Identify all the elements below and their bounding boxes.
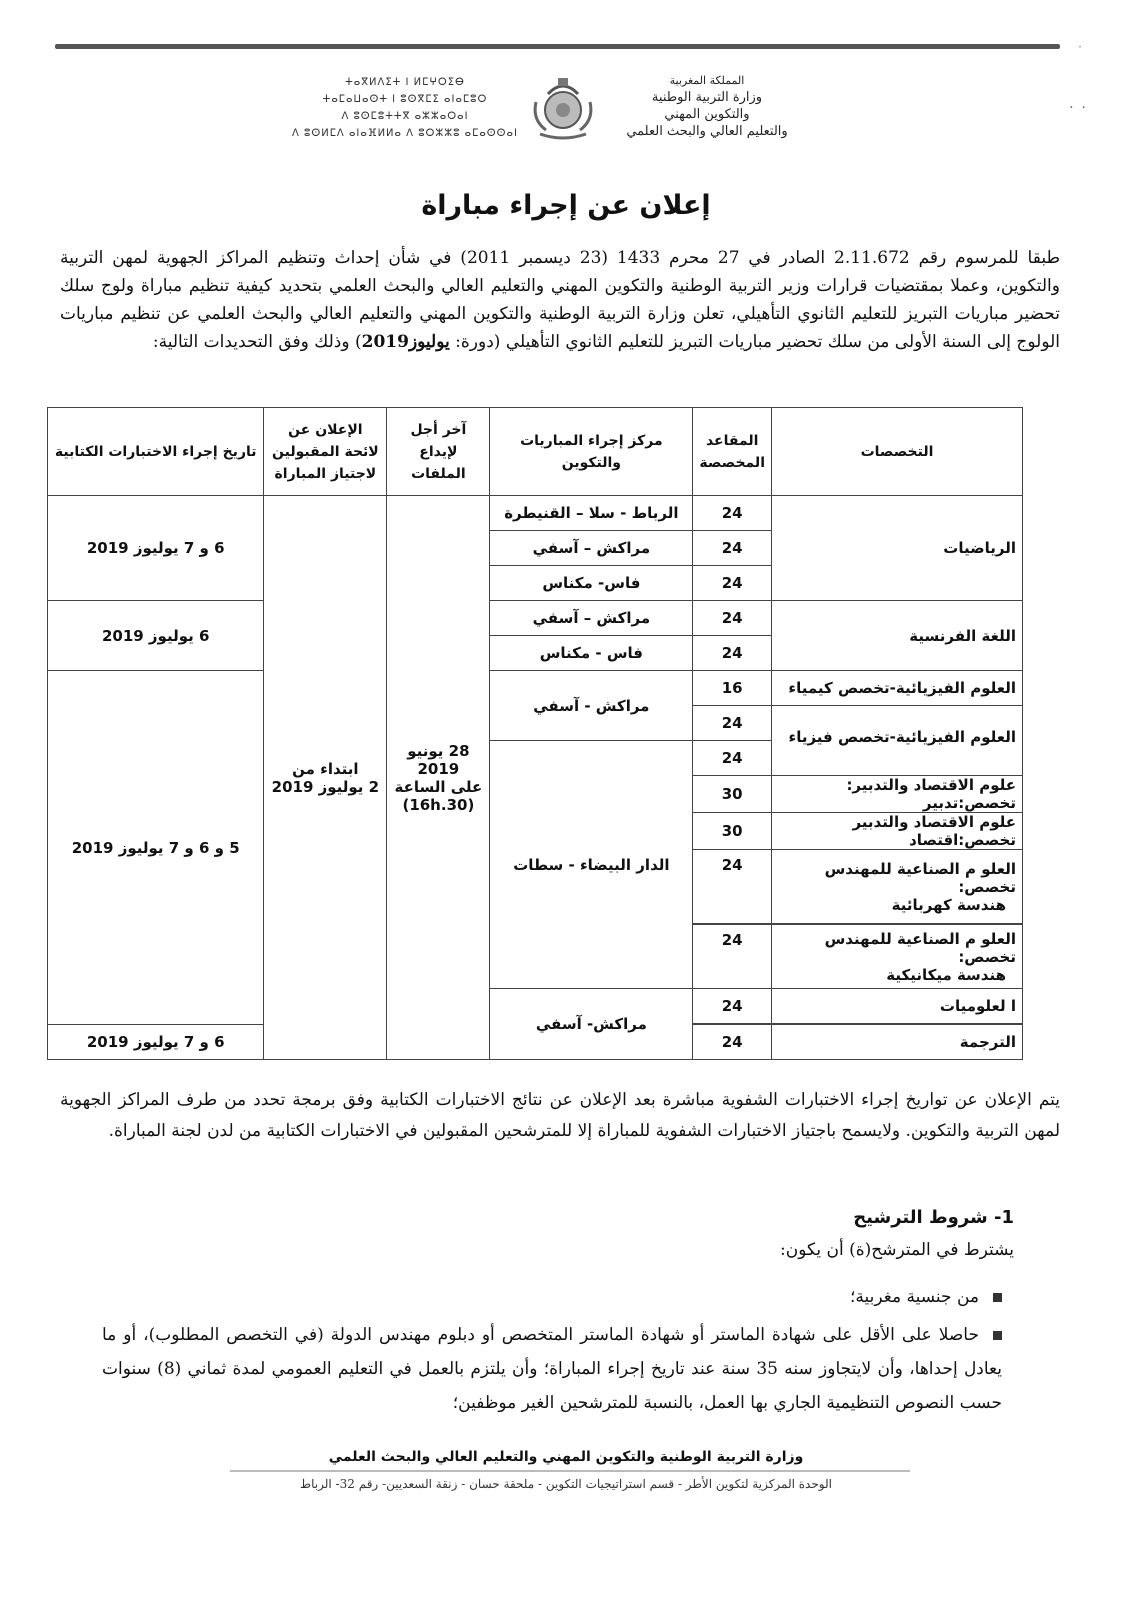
center-cell: فاس- مكناس: [490, 566, 693, 601]
center-cell: مراكش – آسفي: [490, 601, 693, 636]
scan-dots: ··: [1069, 100, 1094, 116]
col-list: الإعلان عن لائحة المقبولين لاجتياز المباراة: [264, 408, 387, 496]
specialty-cell: العلوم الفيزيائية-تخصص فيزياء: [772, 706, 1023, 776]
deadline-line: 28 يونيو: [407, 741, 470, 760]
col-center: مركز إجراء المباريات والتكوين: [490, 408, 693, 496]
letterhead-tifinagh: [285, 74, 525, 142]
deadline-line: على الساعة: [394, 777, 483, 796]
deadline-line: (16h.30): [402, 795, 475, 814]
footer-rule: [230, 1470, 910, 1472]
condition-item: [102, 1280, 1002, 1314]
center-cell: الرباط - سلا – القنيطرة: [490, 496, 693, 531]
seats-cell: 24: [693, 1025, 772, 1060]
seats-cell: 30: [693, 813, 772, 850]
seats-cell: 24: [693, 925, 772, 989]
section-title: 1- شروط الترشيح: [853, 1207, 1014, 1228]
seats-cell: 24: [693, 850, 772, 924]
deadline-line: 2019: [417, 759, 460, 778]
intro-session: يوليوز2019: [361, 332, 450, 352]
specialty-cell: الرياضيات: [772, 496, 1023, 601]
tz-line: ⵜⴰⴳⵍⴷⵉⵜ ⵏ ⵍⵎⵖⵔⵉⴱ: [345, 77, 465, 88]
intro-tail: ) وذلك وفق التحديدات التالية:: [152, 332, 362, 352]
seats-cell: 16: [693, 671, 772, 706]
specialty-cell: علوم الاقتصاد والتدبير: تخصص:تدبير: [772, 776, 1023, 813]
specialty-line: هندسة ميكانيكية: [886, 965, 1006, 984]
condition-text: من جنسية مغربية؛: [850, 1287, 979, 1307]
tz-line: ⴷ ⵓⵙⵎⵓⵜⵜⴳ ⴰⵣⵣⴰⵔⴰⵏ: [341, 111, 469, 122]
scan-marks: ·: [1078, 40, 1082, 54]
bullet-square-icon: [993, 1331, 1002, 1340]
seats-cell: 24: [693, 989, 772, 1024]
tz-line: ⵜⴰⵎⴰⵡⴰⵙⵜ ⵏ ⵓⵙⴳⵎⵉ ⴰⵏⴰⵎⵓⵔ: [322, 94, 488, 105]
letterhead-arabic: [587, 72, 827, 140]
col-specialties: التخصصات: [772, 408, 1023, 496]
col-exam-date: تاريخ إجراء الاختبارات الكتابية: [48, 408, 264, 496]
seats-cell: 24: [693, 531, 772, 566]
seats-cell: 24: [693, 496, 772, 531]
center-cell: الدار البيضاء - سطات: [490, 741, 693, 989]
footer-ministry: وزارة التربية الوطنية والتكوين المهني والتعليم العالي والبحث العلمي: [328, 1449, 804, 1465]
letterhead: [0, 72, 1132, 162]
specialty-cell: العلوم الفيزيائية-تخصص كيمياء: [772, 671, 1023, 706]
condition-text: حاصلا على الأقل على شهادة الماستر أو شهادة الماستر المتخصص أو دبلوم مهندس الدولة (في التخصص المطلوب)، أو ما يعادل إحداها، وأن لايتجاوز سنه 35 سنة عند تاريخ إجراء المباراة؛ وأن يلتزم بالعمل في التعليم العمومي لمدة ثماني (8) سنوات حسب النصوص التنظيمية الجاري بها العمل، بالنسبة للمترشحين الغير موظفين؛: [102, 1325, 1002, 1413]
col-deadline: آخر أجل لإيداع الملفات: [387, 408, 490, 496]
bullet-square-icon: [993, 1293, 1002, 1302]
center-cell: مراكش - آسفي: [490, 671, 693, 741]
seats-cell: 24: [693, 636, 772, 671]
seats-cell: 24: [693, 601, 772, 636]
ar-line: وزارة التربية الوطنية: [651, 90, 763, 105]
conditions-intro: يشترط في المترشح(ة) أن يكون:: [780, 1240, 1014, 1260]
page-title: إعلان عن إجراء مباراة: [421, 190, 711, 221]
ar-line: المملكة المغربية: [669, 74, 745, 87]
specialty-line: العلو م الصناعية للمهندس تخصص:: [824, 929, 1016, 966]
exam-date-cell: 5 و 6 و 7 يوليوز 2019: [48, 671, 264, 1025]
exam-date-cell: 6 و 7 يوليوز 2019: [48, 496, 264, 601]
seats-cell: 24: [693, 741, 772, 776]
deadline-cell: [387, 496, 490, 1060]
specialty-cell: اللغة الفرنسية: [772, 601, 1023, 671]
oral-exam-paragraph: يتم الإعلان عن تواريخ إجراء الاختبارات الشفوية مباشرة بعد الإعلان عن نتائج الاختبارات الكتابية وفق برمجة تحدد من طرف المراكز الجهوية لمهن التربية والتكوين. ولايسمح باجتياز الاختبارات الشفوية للمباراة إلا للمترشحين المقبولين في الاختبارات الكتابية من لدن لجنة المباراة.: [60, 1090, 1060, 1141]
seats-cell: 24: [693, 566, 772, 601]
center-cell: مراكش- آسفي: [490, 989, 693, 1060]
center-cell: فاس - مكناس: [490, 636, 693, 671]
intro-paragraph: [60, 244, 1060, 356]
list-date-cell: [264, 496, 387, 1060]
center-cell: مراكش – آسفي: [490, 531, 693, 566]
specialty-line: العلو م الصناعية للمهندس تخصص:: [824, 859, 1016, 896]
condition-item: [102, 1318, 1002, 1420]
tz-line: ⴷ ⵓⵙⵍⵎⴷ ⴰⵏⴰⴼⵍⵍⴰ ⴷ ⵓⵔⵣⵣⵓ ⴰⵎⴰⵙⵙⴰⵏ: [292, 128, 518, 139]
seats-cell: 24: [693, 706, 772, 741]
specialty-cell: [772, 850, 1023, 924]
top-rule: [55, 44, 1060, 49]
list-line: 2 يوليوز 2019: [271, 777, 380, 796]
specialty-cell: [772, 925, 1023, 989]
specialty-cell: ا لعلوميات: [772, 989, 1023, 1024]
list-line: ابتداء من: [292, 759, 359, 778]
contest-table: [47, 407, 1023, 1060]
intro-text: طبقا للمرسوم رقم 2.11.672 الصادر في 27 محرم 1433 (23 ديسمبر 2011) في شأن إحداث وتنظيم المراكز الجهوية لمهن التربية والتكوين، وعملا بمقتضيات قرارات وزير التربية الوطنية والتكوين المهني والتعليم العالي والبحث العلمي بتحديد كيفية تنظيم مباراة ولوج سلك تحضير مباريات التبريز للتعليم الثانوي التأهيلي، تعلن وزارة التربية الوطنية والتكوين المهني والتعليم العالي والبحث العلمي عن تنظيم مباريات الولوج إلى السنة الأولى من سلك تحضير مباريات التبريز للتعليم الثانوي التأهيلي (دورة:: [60, 248, 1060, 352]
specialty-line: هندسة كهربائية: [891, 895, 1006, 914]
specialty-cell: الترجمة: [772, 1025, 1023, 1060]
ar-line: والتعليم العالي والبحث العلمي: [626, 124, 788, 139]
footer-address: الوحدة المركزية لتكوين الأطر - قسم استراتيجيات التكوين - ملحقة حسان - زنقة السعديين- رقم 32- الرباط: [300, 1477, 832, 1491]
seats-cell: 30: [693, 776, 772, 813]
specialty-cell: علوم الاقتصاد والتدبير تخصص:اقتصاد: [772, 813, 1023, 850]
exam-date-cell: 6 و 7 يوليوز 2019: [48, 1025, 264, 1060]
exam-date-cell: 6 يوليوز 2019: [48, 601, 264, 671]
ar-line: والتكوين المهني: [664, 107, 750, 122]
col-seats: المقاعد المخصصة: [693, 408, 772, 496]
